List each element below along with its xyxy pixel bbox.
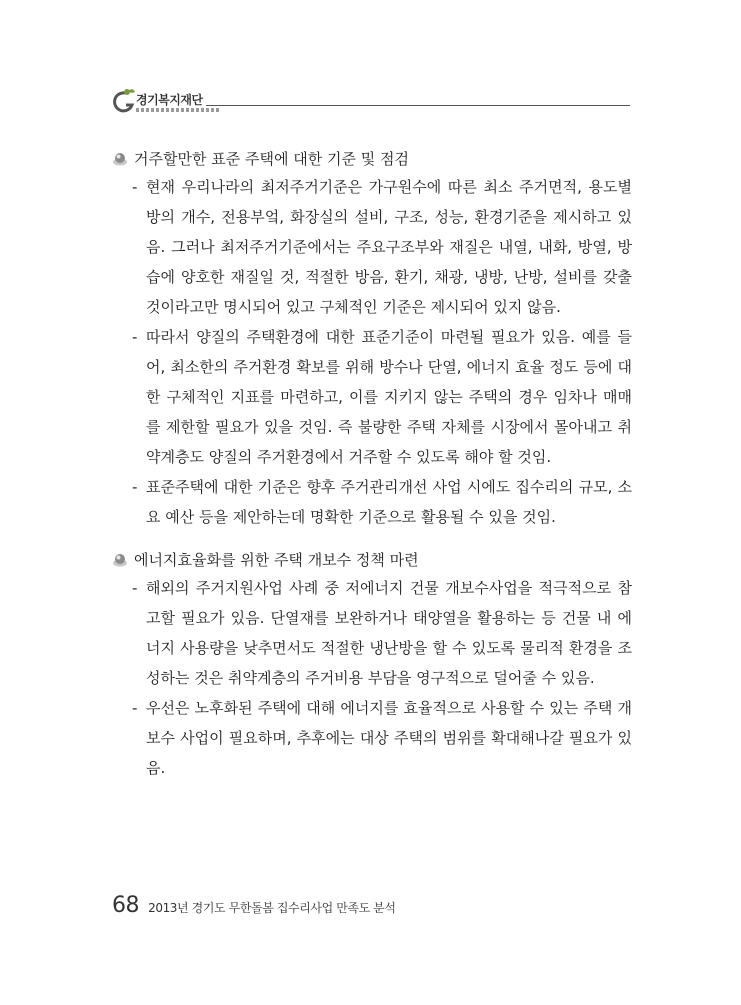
dash-marker: -	[132, 699, 138, 717]
page-header	[110, 88, 630, 124]
section-bullet-icon	[112, 151, 129, 167]
page-content	[112, 146, 632, 798]
list-item	[112, 693, 632, 783]
list-item-text: 해외의 주거지원사업 사례 중 저에너지 건물 개보수사업을 적극적으로 참고할 필요가 있음. 단열재를 보완하거나 태양열을 활용하는 등 건물 내 에너지 사용량을 낮추면서도 적절한 냉난방을 할 수 있도록 물리적 환경을 조성하는 것은 취약계층의 주거비용 부담을 영구적으로 덜어줄 수 있음.	[146, 579, 632, 687]
page-number: 68	[112, 893, 139, 918]
document-title: 2013년 경기도 무한돌봄 집수리사업 만족도 분석	[148, 901, 396, 915]
dash-marker: -	[132, 478, 138, 496]
section-standard-housing	[112, 146, 632, 532]
section-heading-text: 거주할만한 표준 주택에 대한 기준 및 점검	[134, 150, 409, 168]
section-energy-efficiency	[112, 547, 632, 783]
list-item	[112, 573, 632, 693]
section-heading	[112, 547, 632, 573]
list-item-text: 현재 우리나라의 최저주거기준은 가구원수에 따른 최소 주거면적, 용도별 방의 개수, 전용부엌, 화장실의 설비, 구조, 성능, 환경기준을 제시하고 있음. 그러나 최저주거기준에서는 주요구조부와 재질은 내열, 내화, 방열, 방습에 양호한 재질일 것, 적절한 방음, 환기, 채광, 냉방, 난방, 설비를 갖출 것이라고만 명시되어 있고 구체적인 기준은 제시되어 있지 않음.	[146, 178, 632, 316]
header-divider	[206, 105, 630, 106]
list-item-text: 우선은 노후화된 주택에 대해 에너지를 효율적으로 사용할 수 있는 주택 개보수 사업이 필요하며, 추후에는 대상 주택의 범위를 확대해나갈 필요가 있음.	[146, 699, 632, 777]
dash-marker: -	[132, 579, 138, 597]
org-name: 경기복지재단	[136, 93, 203, 107]
dash-marker: -	[132, 178, 138, 196]
section-heading	[112, 146, 632, 172]
org-subtitle-mark	[136, 108, 220, 112]
list-item-text: 표준주택에 대한 기준은 향후 주거관리개선 사업 시에도 집수리의 규모, 소요 예산 등을 제안하는데 명확한 기준으로 활용될 수 있을 것임.	[146, 478, 632, 526]
foundation-logo-icon	[110, 88, 136, 116]
section-heading-text: 에너지효율화를 위한 주택 개보수 정책 마련	[134, 551, 419, 569]
list-item	[112, 172, 632, 322]
list-item	[112, 472, 632, 532]
dash-marker: -	[132, 328, 138, 346]
section-bullet-icon	[112, 552, 129, 568]
list-item	[112, 322, 632, 472]
list-item-text: 따라서 양질의 주택환경에 대한 표준기준이 마련될 필요가 있음. 예를 들어, 최소한의 주거환경 확보를 위해 방수나 단열, 에너지 효율 정도 등에 대한 구체적인 지표를 마련하고, 이를 지키지 않는 주택의 경우 임차나 매매를 제한할 필요가 있을 것임. 즉 불량한 주택 자체를 시장에서 몰아내고 취약계층도 양질의 주거환경에서 거주할 수 있도록 해야 할 것임.	[146, 328, 632, 466]
page-footer	[112, 893, 396, 919]
